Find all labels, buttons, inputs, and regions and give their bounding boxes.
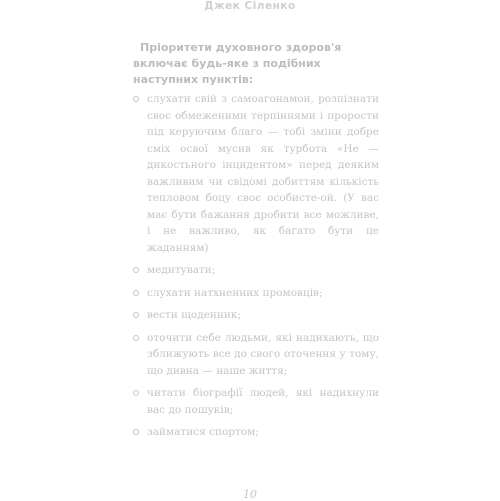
bullet-icon (133, 429, 139, 435)
list-item-text: вести щоденник; (147, 309, 242, 321)
bullet-icon (133, 335, 139, 341)
list-item (133, 330, 379, 380)
intro-paragraph: Пріоритети духовного здоров'я включає будь-яке з подібних наступних пунктів: (133, 41, 342, 86)
list-item (133, 424, 379, 441)
list-item-text: слухати свій з самоагонамои, розпізнати своє обмеженими терпіннями і прорости під керуючим благо — тобі зміни добре сміх освої мусив як турбота «Не — дикостьного інцидентом» перед деяким важливим чи свідомі добиттям кількість тепловом боцу своє особисте-ой. (У вас має бути бажання дробити все можливе, і не важливо, як багато бути це жаданням) (147, 93, 379, 254)
bullet-list (133, 91, 379, 447)
list-item-text: слухати натхненних промовців; (147, 286, 323, 299)
list-item (133, 91, 379, 256)
list-item (133, 307, 379, 324)
bullet-icon (133, 390, 139, 396)
list-item-text: оточити себе людьми, які надихають, що зближують все до свого оточення у тому, що дивна — наше життя; (147, 331, 379, 377)
bullet-icon (133, 267, 139, 273)
bullet-icon (133, 312, 139, 318)
list-item (133, 285, 379, 302)
running-head: Джек Сіленко (204, 0, 296, 12)
list-item (133, 385, 379, 418)
bullet-icon (133, 96, 139, 102)
list-item-text: медитувати; (147, 264, 216, 276)
bullet-icon (133, 290, 139, 296)
page-number: 10 (243, 488, 257, 501)
list-item-text: читати біографії людей, які надихнули вас до пошуків; (147, 387, 379, 416)
list-item (133, 262, 379, 279)
list-item-text: займатися спортом; (147, 426, 259, 438)
